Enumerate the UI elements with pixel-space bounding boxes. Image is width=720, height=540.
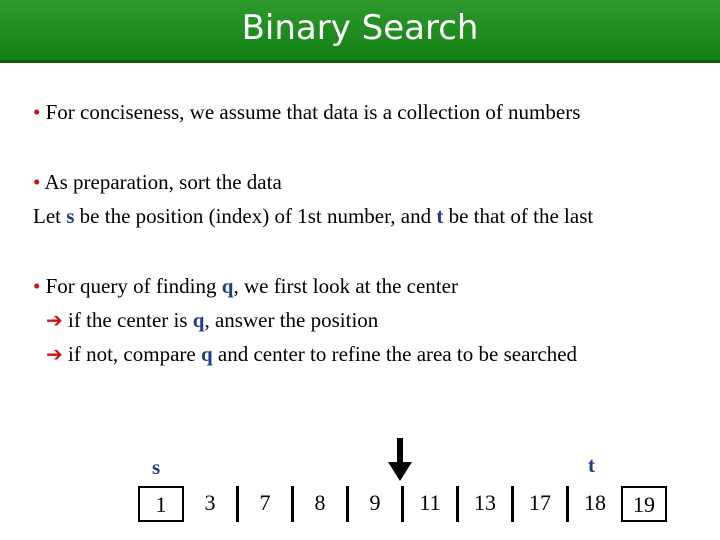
right-arrow-icon: ➔ [46, 308, 63, 332]
bullet-line-4: • For query of finding q, we first look at the center [33, 274, 458, 298]
array-cell: 1 [138, 486, 184, 522]
array-cell: 13 [474, 490, 496, 515]
cell-divider [346, 486, 349, 522]
text-line-3: Let s be the position (index) of 1st number, and t be that of the last [33, 204, 594, 228]
cell-divider [401, 486, 404, 522]
start-index-label: s [152, 455, 161, 479]
cell-divider [291, 486, 294, 522]
array-cell: 19 [621, 486, 667, 522]
arrow-line-6: ➔ if not, compare q and center to refine the area to be searched [46, 342, 578, 366]
array-cell: 9 [369, 490, 381, 515]
array-cell: 8 [314, 490, 326, 515]
array-cell: 18 [584, 490, 606, 515]
array-cell: 17 [529, 490, 551, 515]
right-arrow-icon: ➔ [46, 342, 63, 366]
slide-title: Binary Search [241, 8, 479, 48]
cell-divider [456, 486, 459, 522]
center-pointer-icon [386, 438, 414, 482]
cell-divider [236, 486, 239, 522]
bullet-line-2: • As preparation, sort the data [33, 170, 282, 194]
sorted-array [138, 486, 671, 522]
array-cell: 11 [419, 490, 441, 515]
cell-divider [511, 486, 514, 522]
array-cell: 3 [204, 490, 216, 515]
bullet-line-1: • For conciseness, we assume that data is a collection of numbers [33, 100, 581, 124]
arrow-line-5: ➔ if the center is q, answer the position [46, 308, 379, 332]
cell-divider [566, 486, 569, 522]
array-cell: 7 [259, 490, 271, 515]
end-index-label: t [588, 453, 595, 477]
